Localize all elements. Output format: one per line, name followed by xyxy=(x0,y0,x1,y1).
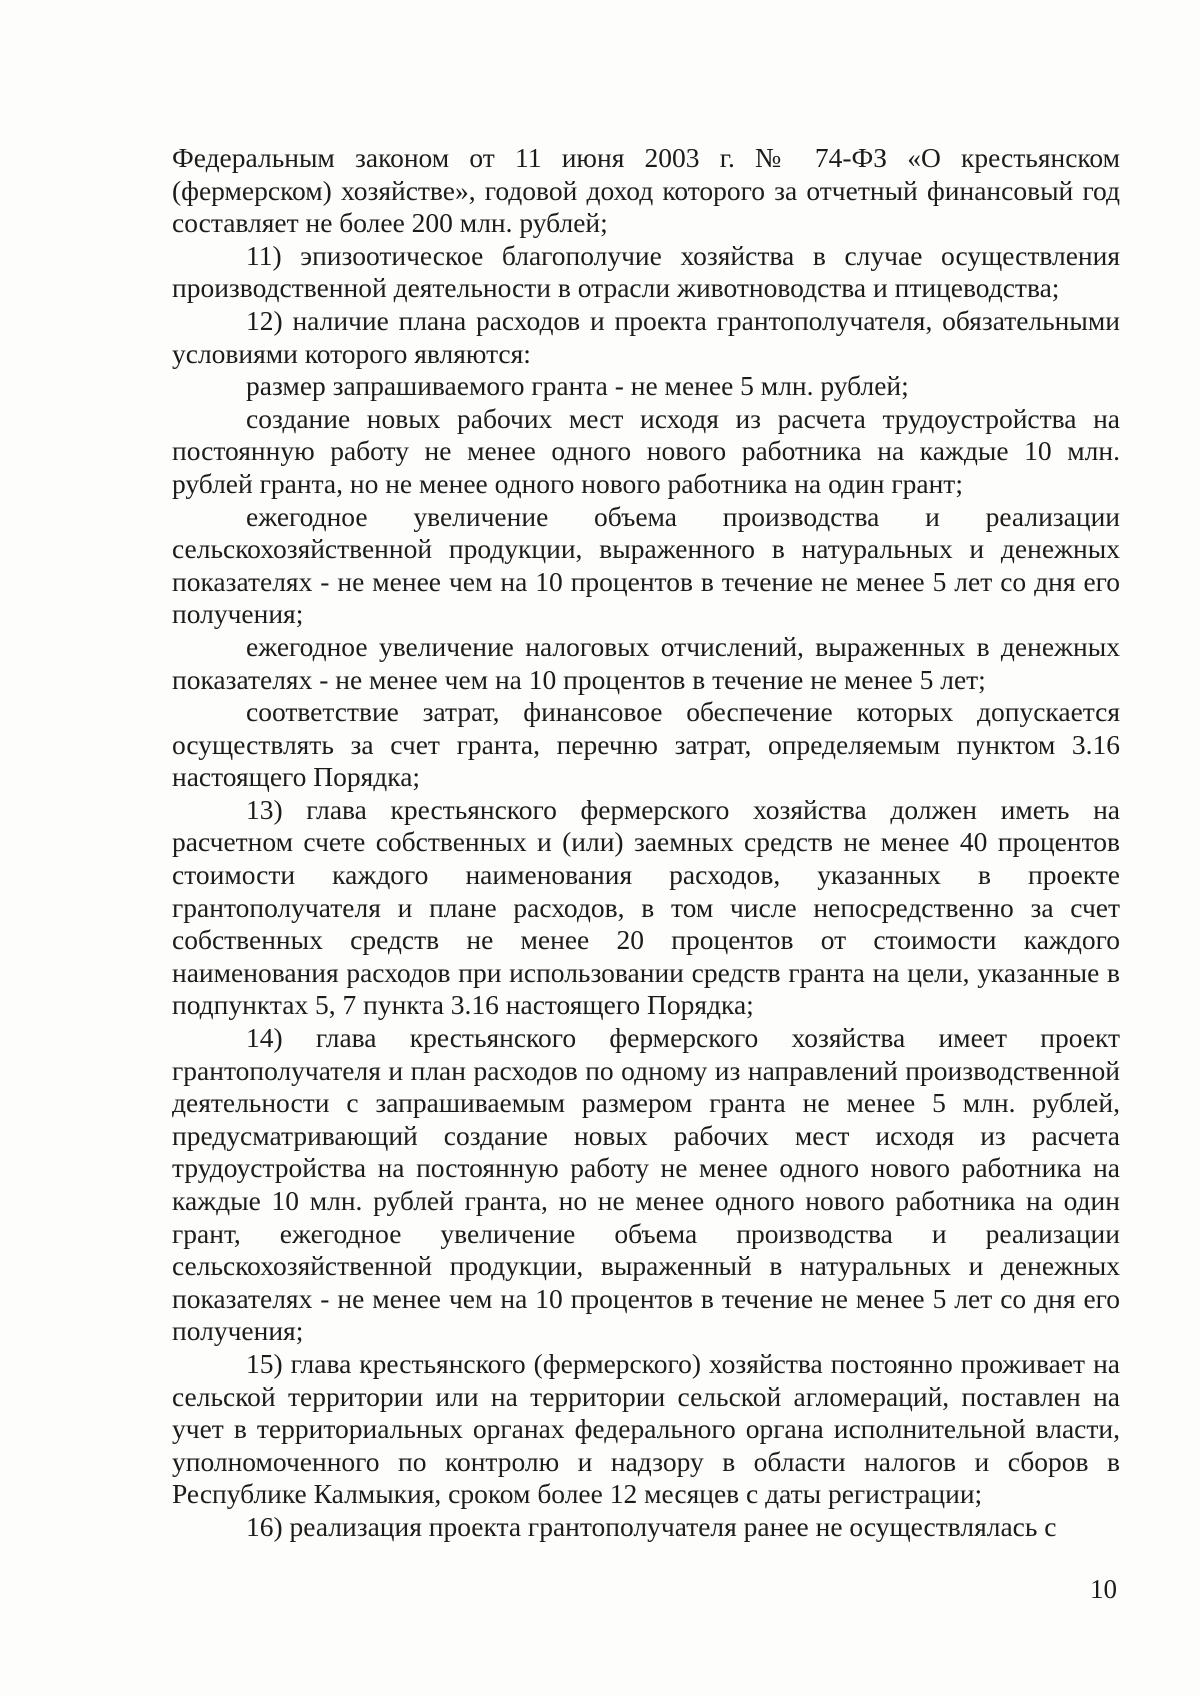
paragraph: 12) наличие плана расходов и проекта грантополучателя, обязательными условиями которого являются: xyxy=(172,304,1120,369)
paragraph: 11) эпизоотическое благополучие хозяйства в случае осуществления производственной деятельности в отрасли животноводства и птицеводства; xyxy=(172,239,1120,304)
paragraph: 15) глава крестьянского (фермерского) хозяйства постоянно проживает на сельской территории или на территории сельской агломераций, поставлен на учет в территориальных органах федерального органа исполнительной власти, уполномоченного по контролю и надзору в области налогов и сборов в Республике Калмыкия, сроком более 12 месяцев с даты регистрации; xyxy=(172,1347,1120,1510)
document-body xyxy=(172,142,1120,1544)
paragraph: создание новых рабочих мест исходя из расчета трудоустройства на постоянную работу не менее одного нового работника на каждые 10 млн. рублей гранта, но не менее одного нового работника на один грант; xyxy=(172,402,1120,499)
paragraph: 14) глава крестьянского фермерского хозяйства имеет проект грантополучателя и план расходов по одному из направлений производственной деятельности с запрашиваемым размером гранта не менее 5 млн. рублей, предусматривающий создание новых рабочих мест исходя из расчета трудоустройства на постоянную работу не менее одного нового работника на каждые 10 млн. рублей гранта, но не менее одного нового работника на один грант, ежегодное увеличение объема производства и реализации сельскохозяйственной продукции, выраженный в натуральных и денежных показателях - не менее чем на 10 процентов в течение не менее 5 лет со дня его получения; xyxy=(172,1022,1120,1347)
paragraph: 16) реализация проекта грантополучателя ранее не осуществлялась с xyxy=(246,1510,1057,1542)
paragraph: Федеральным законом от 11 июня 2003 г. № 74-ФЗ «О крестьянском (фермерском) хозяйстве», годовой доход которого за отчетный финансовый год составляет не более 200 млн. рублей; xyxy=(172,142,1120,239)
paragraph: ежегодное увеличение объема производства и реализации сельскохозяйственной продукции, выраженного в натуральных и денежных показателях - не менее чем на 10 процентов в течение не менее 5 лет со дня его получения; xyxy=(172,500,1120,630)
paragraph: размер запрашиваемого гранта - не менее 5 млн. рублей; xyxy=(246,370,909,402)
page-number: 10 xyxy=(1090,1574,1117,1604)
paragraph: 13) глава крестьянского фермерского хозяйства должен иметь на расчетном счете собственных и (или) заемных средств не менее 40 процентов стоимости каждого наименования расходов, указанных в проекте грантополучателя и плане расходов, в том числе непосредственно за счет собственных средств не менее 20 процентов от стоимости каждого наименования расходов при использовании средств гранта на цели, указанные в подпунктах 5, 7 пункта 3.16 настоящего Порядка; xyxy=(172,793,1120,1021)
paragraph: ежегодное увеличение налоговых отчислений, выраженных в денежных показателях - не менее чем на 10 процентов в течение не менее 5 лет; xyxy=(172,630,1120,695)
paragraph: соответствие затрат, финансовое обеспечение которых допускается осуществлять за счет гранта, перечню затрат, определяемым пунктом 3.16 настоящего Порядка; xyxy=(172,696,1120,793)
